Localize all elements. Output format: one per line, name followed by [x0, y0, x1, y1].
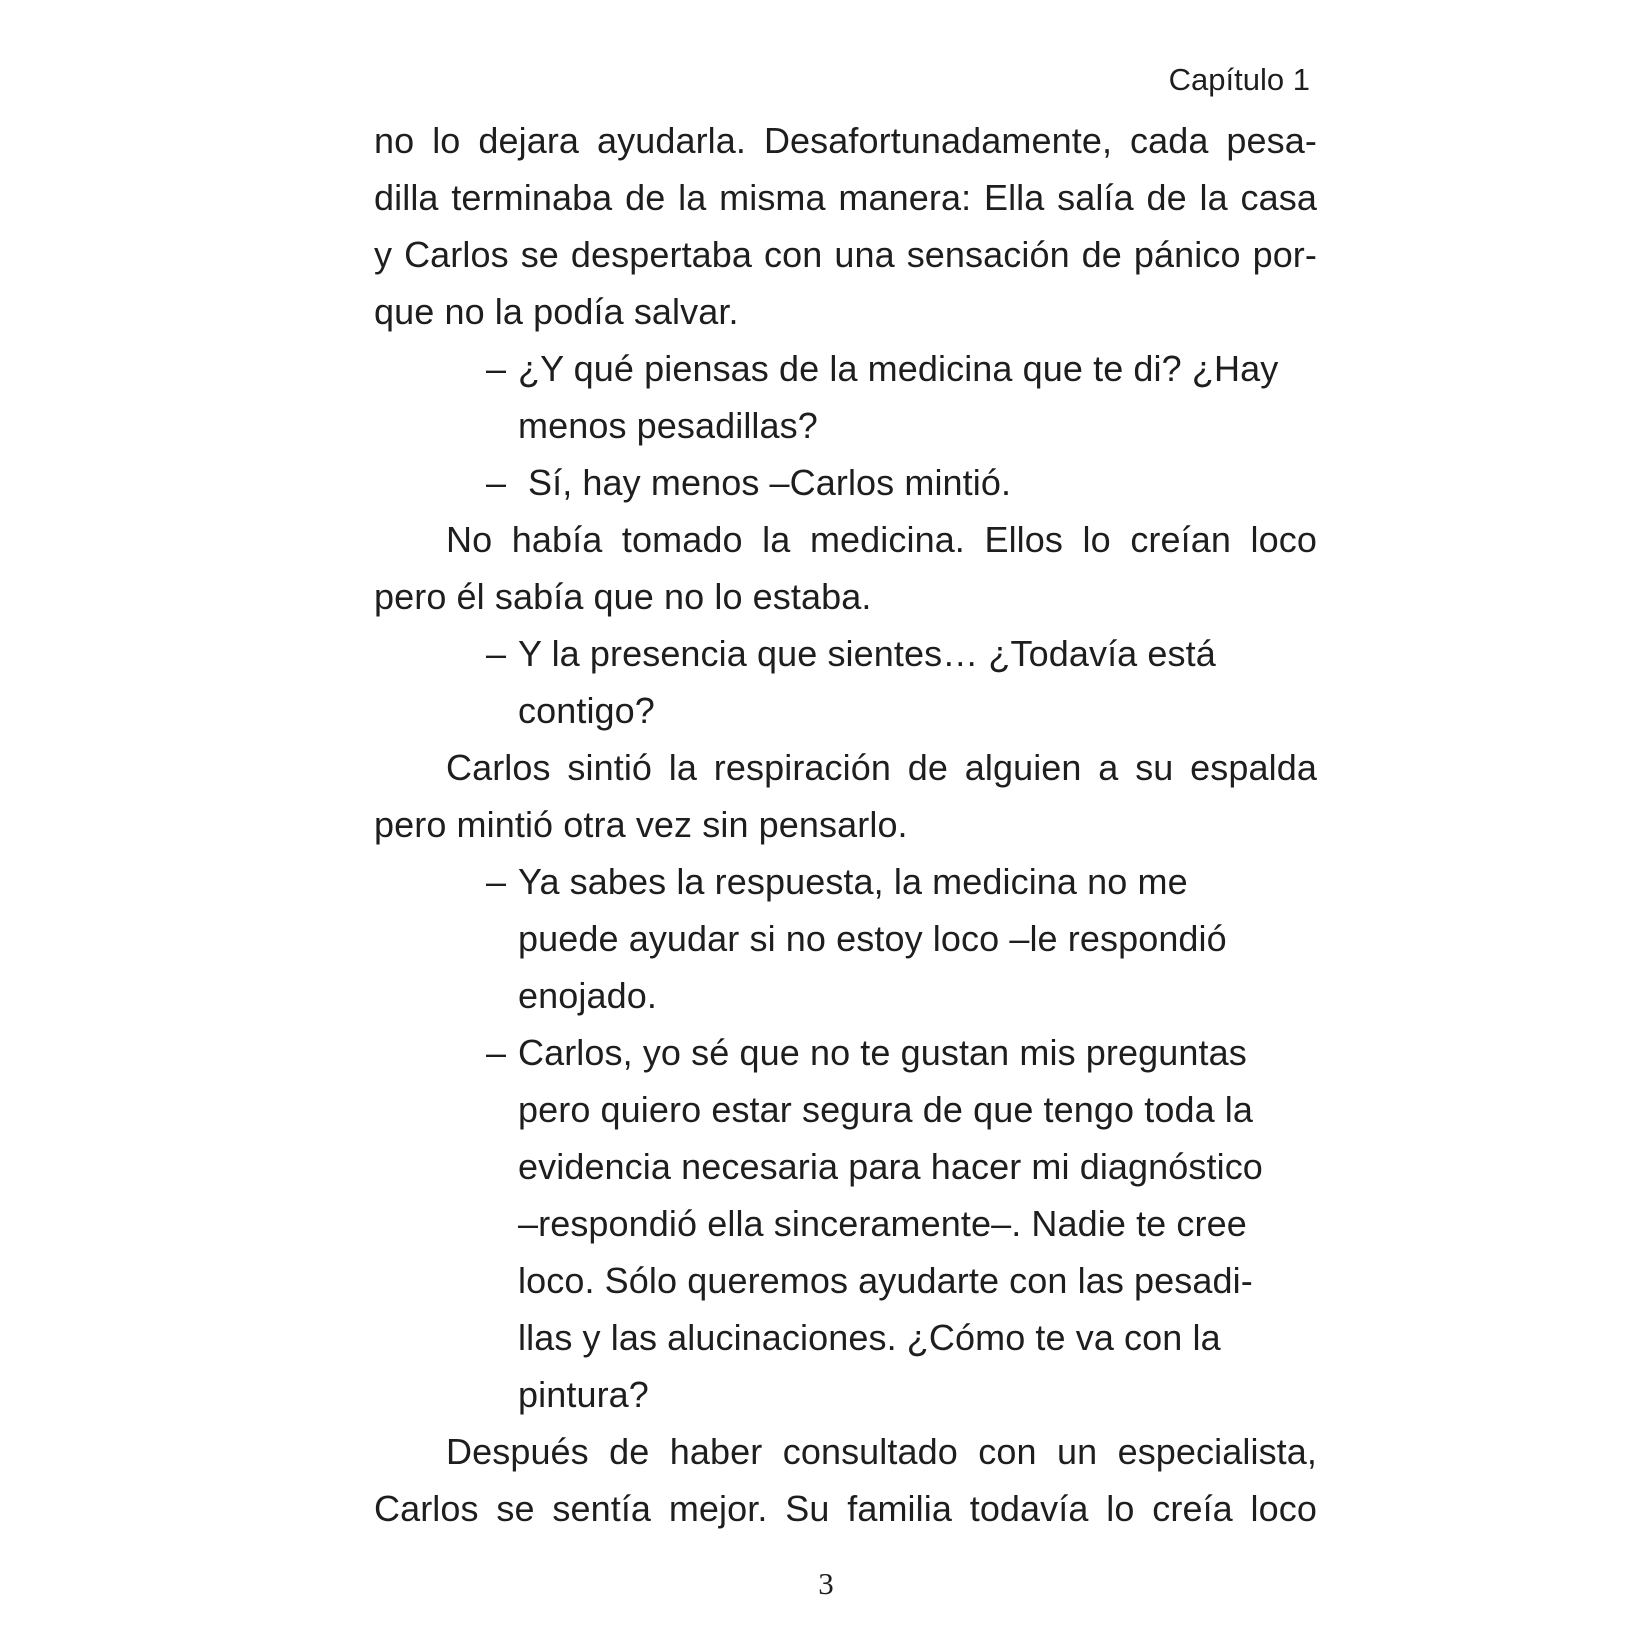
dialogue-text: puede ayudar si no estoy loco –le respondió [518, 918, 1227, 959]
dialogue-text: –respondió ella sinceramente–. Nadie te cree [518, 1203, 1247, 1244]
dialogue-text: pero quiero estar segura de que tengo toda la [518, 1089, 1254, 1130]
paragraph-first-line: No había tomado la medicina. Ellos lo creían loco [446, 519, 1317, 560]
dialogue-text: enojado. [518, 975, 657, 1016]
dialogue-continuation [374, 1309, 1317, 1366]
dialogue-text: llas y las alucinaciones. ¿Cómo te va con la [518, 1317, 1221, 1358]
dialogue-text: Sí, hay menos –Carlos mintió. [528, 462, 1012, 503]
text-line: pero mintió otra vez sin pensarlo. [374, 804, 908, 845]
dialogue-dash: – [486, 1032, 507, 1073]
dialogue-continuation [374, 910, 1317, 967]
dialogue-continuation [374, 1138, 1317, 1195]
text-line: Carlos se sentía mejor. Su familia todavía lo creía loco [374, 1488, 1317, 1529]
dialogue-text: pintura? [518, 1374, 649, 1415]
dialogue-text: Y la presencia que sientes… ¿Todavía está [518, 633, 1216, 674]
text-line: que no la podía salvar. [374, 291, 739, 332]
dialogue-text: evidencia necesaria para hacer mi diagnóstico [518, 1146, 1263, 1187]
dialogue-continuation [374, 682, 1317, 739]
dialogue-line [374, 340, 1317, 397]
dialogue-line [374, 1024, 1317, 1081]
dialogue-continuation [374, 1081, 1317, 1138]
dialogue-dash: – [486, 462, 507, 503]
dialogue-line [374, 625, 1317, 682]
dialogue-continuation [374, 967, 1317, 1024]
body-text [374, 112, 1317, 1537]
dialogue-text: contigo? [518, 690, 655, 731]
text-line: pero él sabía que no lo estaba. [374, 576, 872, 617]
dialogue-continuation [374, 1366, 1317, 1423]
dialogue-continuation [374, 1252, 1317, 1309]
text-line: y Carlos se despertaba con una sensación de pánico por- [374, 234, 1317, 275]
dialogue-text: Ya sabes la respuesta, la medicina no me [518, 861, 1188, 902]
dialogue-text: menos pesadillas? [518, 405, 818, 446]
dialogue-text: ¿Y qué piensas de la medicina que te di? ¿Hay [518, 348, 1279, 389]
dialogue-dash: – [486, 348, 507, 389]
dialogue-dash: – [486, 861, 507, 902]
text-line: dilla terminaba de la misma manera: Ella salía de la casa [374, 177, 1317, 218]
dialogue-text: loco. Sólo queremos ayudarte con las pesadi- [518, 1260, 1253, 1301]
paragraph-first-line: Carlos sintió la respiración de alguien a su espalda [446, 747, 1317, 788]
dialogue-continuation [374, 397, 1317, 454]
running-head: Capítulo 1 [1168, 62, 1310, 97]
dialogue-continuation [374, 1195, 1317, 1252]
dialogue-line [374, 454, 1317, 511]
text-line: no lo dejara ayudarla. Desafortunadamente, cada pesa- [374, 120, 1317, 161]
paragraph-first-line: Después de haber consultado con un especialista, [446, 1431, 1317, 1472]
page-number: 3 [818, 1566, 834, 1601]
dialogue-line [374, 853, 1317, 910]
dialogue-dash: – [486, 633, 507, 674]
dialogue-text: Carlos, yo sé que no te gustan mis preguntas [518, 1032, 1247, 1073]
